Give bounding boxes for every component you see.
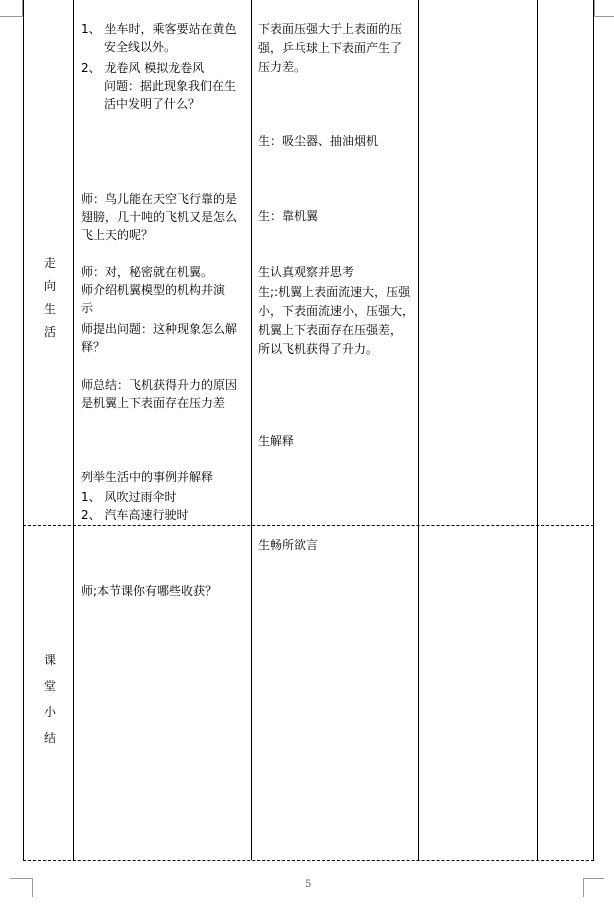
student-line: 生认真观察并思考 [258, 265, 355, 279]
section-label-char: 走 [43, 256, 56, 270]
section-label-char: 活 [43, 325, 56, 339]
student-line: 压力差。 [258, 60, 307, 74]
table-border-left [23, 0, 24, 860]
column-divider-2 [251, 0, 252, 860]
teacher-line: 师提出问题：这种现象怎么解 [81, 322, 238, 336]
column-divider-1 [73, 0, 74, 860]
teacher-line: 翅膀，几十吨的飞机又是怎么 [81, 210, 238, 224]
student-line: 生：靠机翼 [258, 209, 319, 223]
teacher-line: 安全线以外。 [104, 40, 177, 54]
teacher-line: 2、 汽车高速行驶时 [81, 508, 189, 522]
teacher-line: 列举生活中的事例并解释 [81, 470, 214, 484]
section-label-char: 堂 [43, 679, 56, 693]
teacher-line: 问题：据此现象我们在生 [104, 79, 237, 93]
teacher-line: 师介绍机翼模型的机构并演 [81, 283, 226, 297]
column-divider-4 [537, 0, 538, 860]
student-line: 所以飞机获得了升力。 [258, 342, 379, 356]
teacher-line: 是机翼上下表面存在压力差 [81, 396, 226, 410]
section-label-char: 课 [43, 653, 56, 667]
section-label-char: 向 [43, 279, 56, 293]
student-line: 小，下表面流速小，压强大， [258, 304, 415, 318]
corner-mark-bottom-left [10, 878, 33, 897]
teacher-line: 2、 龙卷风 模拟龙卷风 [81, 61, 205, 75]
table-border-right [593, 0, 594, 860]
student-line: 生解释 [258, 434, 295, 448]
teacher-line: 师：对，秘密就在机翼。 [81, 265, 214, 279]
teacher-line: 示 [81, 301, 94, 315]
student-line: 生;:机翼上表面流速大，压强 [258, 285, 411, 299]
teacher-line: 师;本节课你有哪些收获？ [81, 584, 218, 598]
corner-mark-top-right [594, 0, 614, 17]
corner-mark-top-left [0, 0, 23, 17]
teacher-line: 飞上天的呢？ [81, 228, 154, 242]
section-label-life [40, 254, 60, 346]
student-line: 强，乒乓球上下表面产生了 [258, 41, 403, 55]
section-label-char: 小 [43, 705, 56, 719]
section-label-char: 生 [43, 302, 56, 316]
student-line: 生畅所欲言 [258, 538, 319, 552]
student-line: 下表面压强大于上表面的压 [258, 22, 403, 36]
teacher-line: 活中发明了什么？ [104, 97, 201, 111]
page-number: 5 [305, 879, 312, 890]
teacher-line: 师总结：飞机获得升力的原因 [81, 378, 238, 392]
student-line: 机翼上下表面存在压强差， [258, 323, 403, 337]
teacher-line: 师：鸟儿能在天空飞行靠的是 [81, 192, 238, 206]
row-divider [23, 525, 594, 526]
student-line: 生：吸尘器、抽油烟机 [258, 134, 379, 148]
teacher-line: 1、 坐车时，乘客要站在黄色 [81, 22, 237, 36]
column-divider-3 [418, 0, 419, 860]
teacher-line: 释？ [81, 340, 106, 354]
teacher-line: 1、 风吹过雨伞时 [81, 490, 177, 504]
section-label-char: 结 [43, 731, 56, 745]
corner-mark-bottom-right [583, 878, 604, 897]
table-border-bottom [23, 860, 594, 861]
section-label-summary [40, 651, 60, 755]
